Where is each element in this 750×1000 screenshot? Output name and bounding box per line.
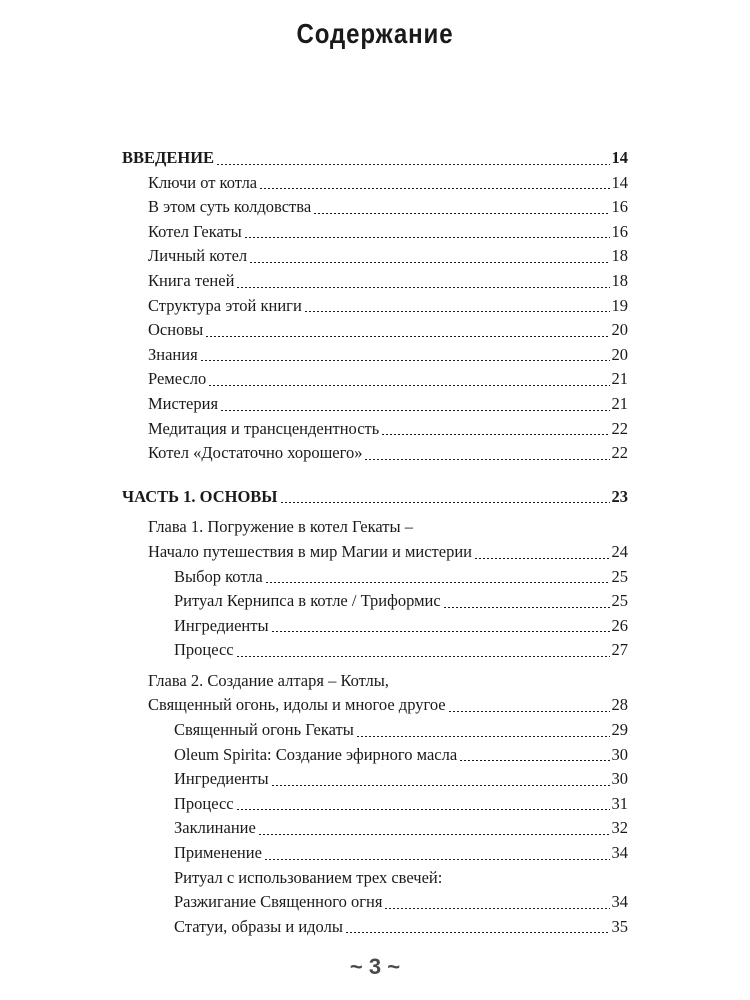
dot-leader — [265, 582, 610, 583]
toc-label: Книга теней — [148, 270, 235, 290]
toc-label: Процесс — [174, 793, 234, 813]
dot-leader — [236, 809, 610, 810]
dot-leader — [384, 908, 609, 909]
toc-label: Личный котел — [148, 246, 248, 266]
toc-label: В этом суть колдовства — [148, 197, 312, 217]
toc-entry[interactable] — [122, 589, 628, 614]
toc-entry[interactable] — [122, 565, 628, 590]
dot-leader — [249, 262, 609, 263]
toc-label: Выбор котла — [174, 566, 263, 586]
toc-entry[interactable] — [122, 318, 628, 343]
toc-entry[interactable] — [122, 294, 628, 319]
dot-leader — [345, 932, 610, 933]
table-of-contents — [122, 146, 628, 939]
toc-page-number: 29 — [611, 720, 628, 740]
dot-leader — [459, 760, 609, 761]
dot-leader — [205, 336, 609, 337]
toc-page-number: 22 — [611, 443, 628, 463]
toc-page-number: 34 — [611, 843, 628, 863]
dot-leader — [313, 213, 609, 214]
toc-entry[interactable] — [122, 614, 628, 639]
toc-entry-statues[interactable] — [122, 915, 628, 940]
toc-page-number: 20 — [611, 344, 628, 364]
dot-leader — [236, 287, 609, 288]
page-number: ~ 3 ~ — [349, 954, 401, 979]
toc-page-number: 18 — [611, 246, 628, 266]
dot-leader — [200, 360, 610, 361]
toc-label: Ремесло — [148, 369, 207, 389]
toc-entry[interactable] — [122, 195, 628, 220]
toc-label: Заклинание — [174, 818, 256, 838]
toc-page-number: 14 — [611, 172, 628, 192]
toc-entry[interactable] — [122, 269, 628, 294]
toc-label: Котел «Достаточно хорошего» — [148, 443, 363, 463]
toc-page-number: 28 — [611, 695, 628, 715]
toc-label: Мистерия — [148, 393, 219, 413]
toc-label: Медитация и трансцендентность — [148, 418, 380, 438]
toc-label: Котел Гекаты — [148, 221, 242, 241]
toc-entry[interactable] — [122, 841, 628, 866]
toc-label: Oleum Spirita: Создание эфирного масла — [174, 744, 458, 764]
toc-page-number: 30 — [611, 744, 628, 764]
toc-label: Ингредиенты — [174, 769, 269, 789]
toc-label-line-1: Ритуал с использованием трех свечей: — [174, 867, 443, 887]
toc-page-number: 31 — [611, 793, 628, 813]
toc-page-number: 23 — [611, 486, 628, 506]
toc-entry[interactable] — [122, 367, 628, 392]
dot-leader — [258, 834, 610, 835]
toc-page-number: 20 — [611, 320, 628, 340]
toc-page-number: 18 — [611, 270, 628, 290]
dot-leader — [271, 631, 610, 632]
toc-label: Знания — [148, 344, 198, 364]
toc-entry[interactable] — [122, 343, 628, 368]
toc-page-number: 21 — [611, 369, 628, 389]
toc-page-number: 27 — [611, 640, 628, 660]
toc-label: Священный огонь Гекаты — [174, 720, 354, 740]
toc-page-number: 22 — [611, 418, 628, 438]
toc-page-number: 30 — [611, 769, 628, 789]
dot-leader — [208, 385, 609, 386]
toc-entry-three-candles-ritual[interactable] — [122, 866, 628, 915]
dot-leader — [443, 607, 610, 608]
toc-page-number: 16 — [611, 221, 628, 241]
dot-leader — [364, 459, 609, 460]
toc-entry[interactable] — [122, 743, 628, 768]
toc-label: Ключи от котла — [148, 172, 258, 192]
toc-label-line-2: Разжигание Священного огня — [174, 892, 383, 912]
chapter-1-items — [122, 565, 628, 663]
toc-page-number: 35 — [611, 916, 628, 936]
toc-entry-part-1[interactable] — [122, 485, 628, 510]
toc-label: ЧАСТЬ 1. ОСНОВЫ — [122, 486, 278, 506]
dot-leader — [220, 410, 609, 411]
toc-page-number: 21 — [611, 393, 628, 413]
toc-label: Структура этой книги — [148, 295, 302, 315]
dot-leader — [271, 785, 610, 786]
toc-page-number: 25 — [611, 566, 628, 586]
toc-label-line-2: Начало путешествия в мир Магии и мистерии — [148, 541, 472, 561]
dot-leader — [448, 711, 610, 712]
toc-page-number: 32 — [611, 818, 628, 838]
toc-label: Статуи, образы и идолы — [174, 916, 343, 936]
dot-leader — [474, 558, 610, 559]
toc-label: Процесс — [174, 640, 234, 660]
toc-entry[interactable] — [122, 220, 628, 245]
chapter-2-items — [122, 718, 628, 866]
toc-label: Ингредиенты — [174, 615, 269, 635]
toc-page-number: 19 — [611, 295, 628, 315]
toc-entry-chapter-1[interactable] — [122, 515, 628, 564]
toc-page-number: 34 — [611, 892, 628, 912]
dot-leader — [356, 736, 610, 737]
dot-leader — [236, 656, 610, 657]
toc-label-line-1: Глава 1. Погружение в котел Гекаты – — [148, 517, 413, 537]
toc-entry[interactable] — [122, 417, 628, 442]
toc-label-line-1: Глава 2. Создание алтаря – Котлы, — [148, 670, 389, 690]
dot-leader — [216, 164, 609, 165]
toc-entry[interactable] — [122, 638, 628, 663]
dot-leader — [264, 859, 610, 860]
page-title: Содержание — [296, 18, 454, 49]
dot-leader — [280, 502, 610, 503]
toc-label: Ритуал Кернипса в котле / Триформис — [174, 591, 441, 611]
toc-entry-introduction[interactable] — [122, 146, 628, 171]
toc-page-number: 14 — [611, 148, 628, 167]
dot-leader — [259, 188, 609, 189]
dot-leader — [304, 311, 610, 312]
introduction-items — [122, 171, 628, 466]
toc-page-number: 24 — [611, 541, 628, 561]
toc-page-number: 25 — [611, 591, 628, 611]
toc-label-line-2: Священный огонь, идолы и многое другое — [148, 695, 446, 715]
toc-page-number: 26 — [611, 615, 628, 635]
toc-page-number: 16 — [611, 197, 628, 217]
toc-entry[interactable] — [122, 718, 628, 743]
toc-entry-chapter-2[interactable] — [122, 669, 628, 718]
toc-label: ВВЕДЕНИЕ — [122, 148, 215, 167]
toc-entry[interactable] — [122, 792, 628, 817]
dot-leader — [244, 237, 610, 238]
toc-entry[interactable] — [122, 244, 628, 269]
toc-label: Применение — [174, 843, 262, 863]
toc-entry[interactable] — [122, 816, 628, 841]
toc-entry[interactable] — [122, 392, 628, 417]
toc-label: Основы — [148, 320, 204, 340]
toc-entry[interactable] — [122, 767, 628, 792]
toc-entry[interactable] — [122, 171, 628, 196]
dot-leader — [381, 434, 609, 435]
toc-entry[interactable] — [122, 441, 628, 466]
